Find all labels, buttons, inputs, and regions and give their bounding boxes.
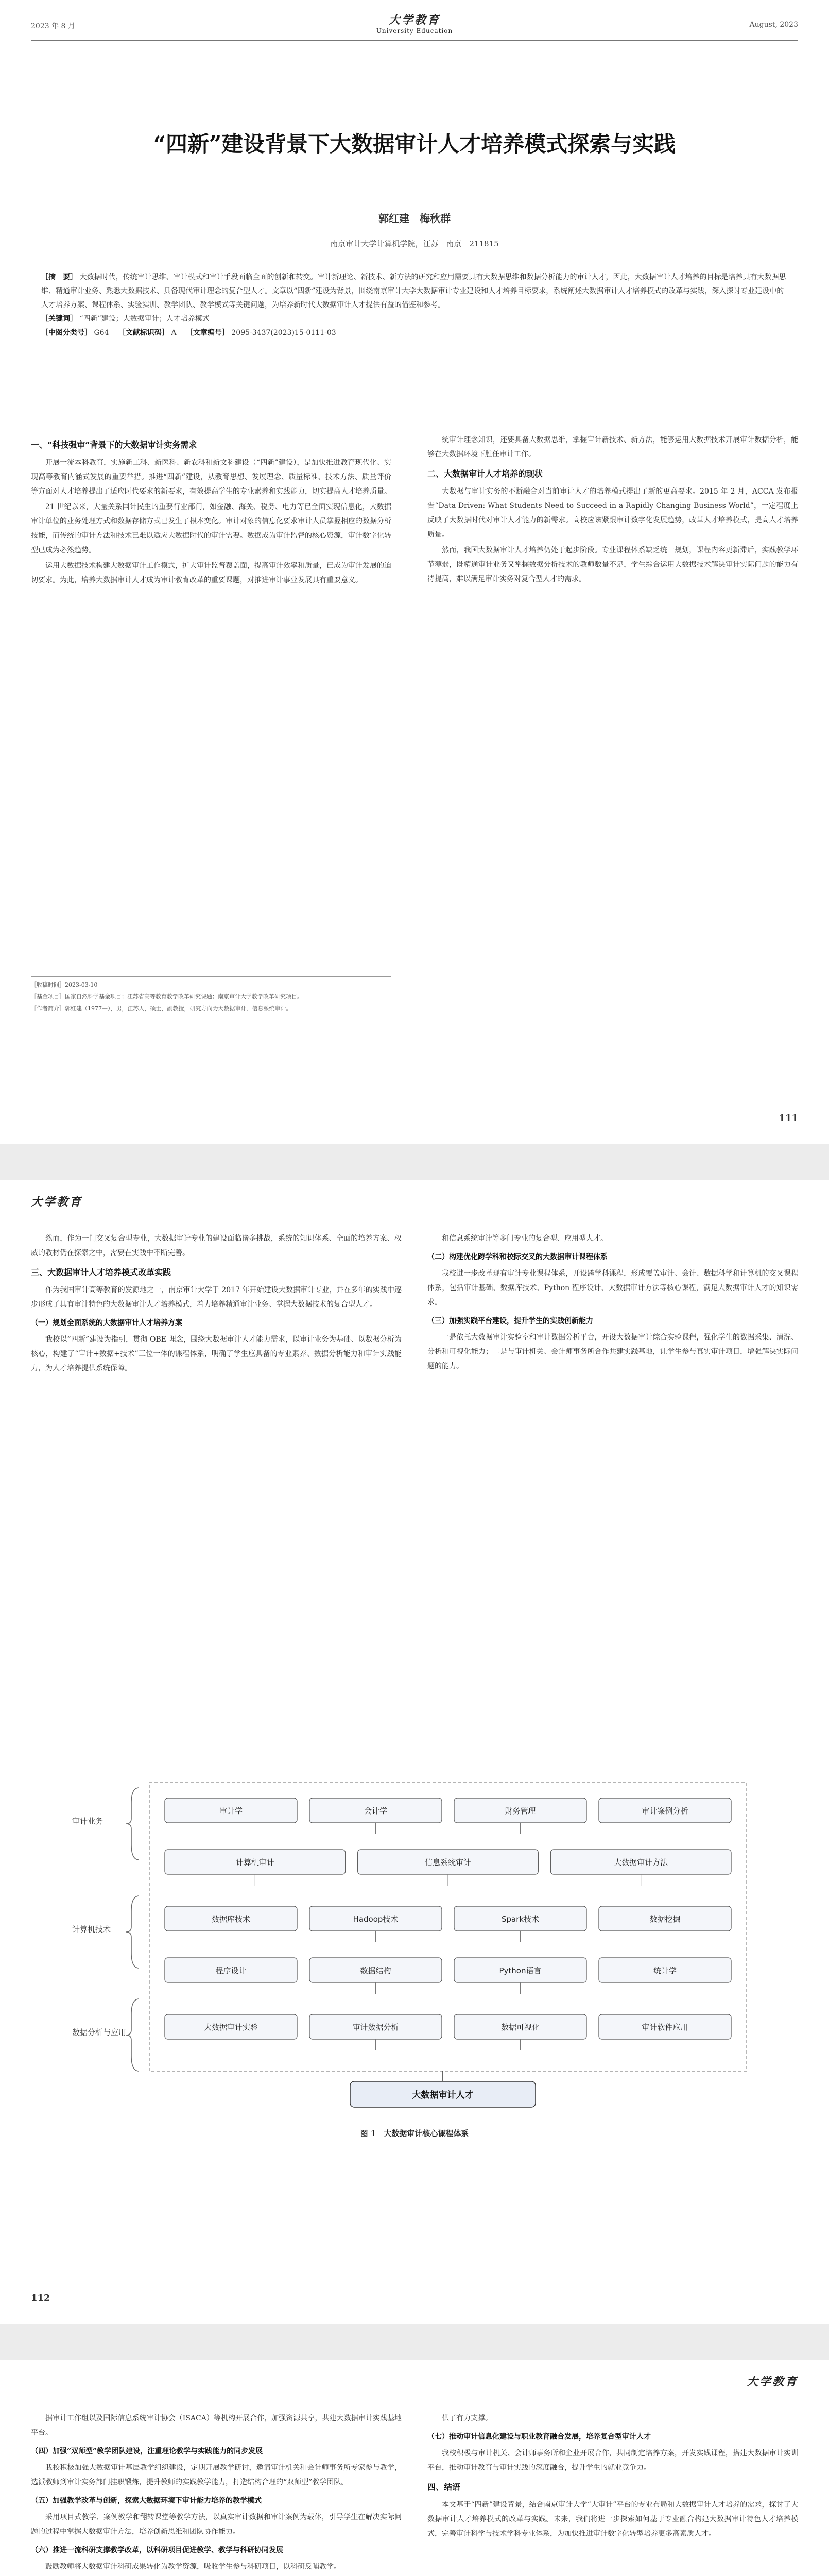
journal-logo (360, 11, 469, 35)
figure-course-label: Python语言 (499, 1966, 542, 1975)
section-heading: 三、大数据审计人才培养模式改革实践 (31, 1267, 171, 1277)
section-heading: 四、结语 (427, 2482, 461, 2492)
page1-column-right (427, 433, 798, 587)
page1-column-left (31, 433, 391, 588)
body-paragraph: 一是依托大数据审计实验室和审计数据分析平台，开设大数据审计综合实验课程，强化学生的数据采集、清洗、分析和可视化能力；二是与审计机关、会计师事务所合作共建实践基地，让学生参与真实审计项目，增强解决实际问题的能力。 (427, 1333, 798, 1370)
page-number: 112 (31, 2293, 50, 2303)
course-system-figure (62, 1777, 767, 2117)
page-gap (0, 2324, 829, 2360)
figure-brace (126, 1788, 139, 1860)
body-paragraph: 我校以“四新”建设为指引，贯彻 OBE 理念，围绕大数据审计人才能力需求，以审计业务为基础、以数据分析为核心，构建了“审计+数据+技术”三位一体的课程体系，明确了学生应具备的专业素养、数据分析能力和审计实践能力，为人才培养提供系统保障。 (31, 1335, 402, 1372)
body-paragraph: 本文基于“四新”建设背景，结合南京审计大学“大审计”平台的专业布局和大数据审计人才培养的需求，探讨了大数据审计人才培养模式的改革与实践。未来，我们将进一步探索如何基于专业融合构建大数据审计特色人才培养模式，完善审计科学与技术学科专业体系，为加快推进审计数字化转型培养更多高素质人才。 (427, 2501, 798, 2538)
artno-value: 2095-3437(2023)15-0111-03 (231, 329, 336, 337)
section-heading: 二、大数据审计人才培养的现状 (427, 469, 543, 479)
body-paragraph: 和信息系统审计等多门专业的复合型、应用型人才。 (442, 1234, 608, 1243)
footnote: ［收稿时间］2023-03-10 (31, 981, 98, 988)
figure-course-label: 数据挖掘 (649, 1914, 681, 1924)
figure-course-label: Hadoop技术 (353, 1914, 399, 1924)
page3-column-right (427, 2411, 798, 2542)
figure-group-label: 数据分析与应用 (72, 2028, 127, 2037)
body-paragraph: 统审计理念知识，还要具备大数据思维，掌握审计新技术、新方法，能够运用大数据技术开展审计数据分析，能够在大数据环境下胜任审计工作。 (427, 436, 798, 459)
classification-line (41, 326, 788, 340)
subsection-heading: （七）推动审计信息化建设与职业教育融合发展，培养复合型审计人才 (427, 2433, 651, 2441)
figure-brace (126, 1999, 139, 2071)
doccode-label: ［文献标识码］ (118, 329, 169, 337)
figure-course-label: 数据结构 (360, 1966, 391, 1975)
body-paragraph: 据审计工作组以及国际信息系统审计协会（ISACA）等机构开展合作，加强资源共享，共建大数据审计实践基地平台。 (31, 2414, 402, 2437)
body-paragraph: 开展一流本科教育，实施新工科、新医科、新农科和新文科建设（“四新”建设），是加快推进教育现代化、实现高等教育内涵式发展的重要举措。推进“四新”建设，从教育思想、发展理念、质量标准、技术方法、质量评价等方面对人才培养提出了适应时代要求的新要求，有效提高学生的专业素养和实践能力，切实提高人才培养质量。 (31, 459, 391, 496)
figure-group-label: 计算机技术 (72, 1925, 111, 1934)
figure-course-label: 审计软件应用 (642, 2023, 688, 2032)
header-date: 2023 年 8 月 (31, 22, 75, 30)
body-paragraph: 作为我国审计高等教育的发源地之一，南京审计大学于 2017 年开始建设大数据审计专业，并在多年的实践中逐步形成了具有审计特色的大数据审计人才培养模式，着力培养精通审计业务、掌握大数据技术的复合型人才。 (31, 1286, 402, 1309)
body-paragraph: 采用项目式教学、案例教学和翻转课堂等教学方法，以真实审计数据和审计案例为载体，引导学生在解决实际问题的过程中掌握大数据审计方法，培养创新思维和团队协作能力。 (31, 2513, 402, 2536)
footnote: ［作者简介］郭红建（1977—），男，江苏人，硕士，副教授，研究方向为大数据审计、信息系统审计。 (31, 1005, 292, 1012)
figure-course-label: 大数据审计方法 (614, 1858, 668, 1867)
journal-name-cn: 大学教育 (31, 1195, 83, 1209)
page-gap (0, 1144, 829, 1180)
page2-column-right (427, 1231, 798, 1375)
body-paragraph: 然而，我国大数据审计人才培养仍处于起步阶段。专业课程体系缺乏统一规划，课程内容更新滞后，实践教学环节薄弱，既精通审计业务又掌握数据分析技术的教师数量不足，学生综合运用大数据技术解决审计实际问题的能力有待提高，难以满足审计实务对复合型人才的需求。 (427, 546, 798, 583)
doccode-value: A (171, 329, 177, 337)
journal-logo (31, 1193, 82, 1209)
body-paragraph: 运用大数据技术构建大数据审计工作模式，扩大审计监督覆盖面，提高审计效率和质量，已成为审计发展的迫切要求。为此，培养大数据审计人才成为审计教育改革的重要课题，对推进审计事业发展具有重要意义。 (31, 562, 391, 584)
figure-course-label: 程序设计 (215, 1966, 247, 1975)
abstract-block (41, 270, 788, 340)
abstract (41, 270, 788, 312)
page-2 (0, 1180, 829, 2324)
body-paragraph: 大数据与审计实务的不断融合对当前审计人才的培养模式提出了新的更高要求。2015 年 2 月，ACCA 发布报告“Data Driven: What Students Need to Succeed in a Rapidly Changing Business World”，一定程度上反映了大数据时代对审计人才能力的新需求。高校应该紧跟审计数字化发展趋势，改革人才培养模式，提高人才培养质量。 (427, 487, 798, 539)
section-heading: 一、“科技强审”背景下的大数据审计实务需求 (31, 440, 197, 450)
keywords (41, 312, 788, 326)
cls-label: ［中图分类号］ (41, 329, 92, 337)
figure-course-label: 审计数据分析 (352, 2023, 399, 2032)
page-1 (0, 0, 829, 1144)
body-paragraph: 鼓励教师将大数据审计科研成果转化为教学资源，吸收学生参与科研项目，以科研反哺教学。 (45, 2563, 341, 2571)
journal-name-en: University Education (376, 27, 453, 35)
figure-course-label: Spark技术 (501, 1914, 540, 1924)
body-paragraph: 我校积极与审计机关、会计师事务所和企业开展合作，共同制定培养方案，开发实践课程，搭建大数据审计实训平台，推动审计教育与审计实践的深度融合，提升学生的就业竞争力。 (427, 2449, 798, 2472)
page3-column-left (31, 2411, 402, 2575)
subsection-heading: （四）加强“双师型”教学团队建设，注重理论教学与实践能力的同步发展 (31, 2447, 263, 2455)
figure-course-label: 财务管理 (505, 1806, 536, 1816)
body-paragraph: 然而，作为一门交叉复合型专业，大数据审计专业的建设面临诸多挑战，系统的知识体系、全面的培养方案、权威的教材仍在探索之中，需要在实践中不断完善。 (31, 1234, 402, 1257)
subsection-heading: （五）加强教学改革与创新，探索大数据环境下审计能力培养的教学模式 (31, 2497, 262, 2505)
subsection-heading: （一）规划全面系统的大数据审计人才培养方案 (31, 1319, 182, 1327)
figure-course-label: 统计学 (653, 1966, 677, 1975)
subsection-heading: （三）加强实践平台建设，提升学生的实践创新能力 (427, 1317, 593, 1325)
abstract-label: ［摘 要］ (41, 273, 77, 281)
keywords-label: ［关键词］ (41, 315, 77, 323)
figure-target-label: 大数据审计人才 (412, 2090, 474, 2100)
page2-column-left (31, 1231, 402, 1377)
page-3 (0, 2360, 829, 2576)
body-paragraph: 21 世纪以来，大量关系国计民生的重要行业部门，如金融、海关、税务、电力等已全面实现信息化，大数据审计单位的业务处理方式和数据存储方式已发生了根本变化。审计对象的信息化要求审计人员掌握相应的数据分析技能，而传统的审计方法和技术已难以适应大数据时代的审计需要。数据成为审计监督的核心资源，审计数字化转型已成为必然趋势。 (31, 503, 391, 554)
subsection-heading: （二）构建优化跨学科和校际交叉的大数据审计课程体系 (427, 1253, 608, 1261)
footnote: ［基金项目］国家自然科学基金项目；江苏省高等教育教学改革研究课题；南京审计大学教学改革研究项目。 (31, 993, 303, 1000)
page-number: 111 (779, 1113, 798, 1124)
figure-course-label: 审计案例分析 (642, 1806, 688, 1816)
cls-value: G64 (94, 329, 109, 337)
figure-group-label: 审计业务 (72, 1817, 103, 1826)
header-date-en: August, 2023 (749, 21, 798, 29)
figure-brace (126, 1896, 139, 1968)
article-authors: 郭红建 梅秋群 (378, 212, 451, 225)
body-paragraph: 我校积极加强大数据审计基层教学组织建设，定期开展教学研讨，邀请审计机关和会计师事务所专家参与教学，选派教师到审计实务部门挂职锻炼，提升教师的实践教学能力，打造结构合理的“双师型”教学团队。 (31, 2464, 402, 2486)
figure-course-label: 审计学 (219, 1806, 243, 1816)
abstract-text: 大数据时代，传统审计思维、审计模式和审计手段面临全面的创新和转变。审计新理论、新技术、新方法的研究和应用需要具有大数据思维和数据分析能力的审计人才，因此，大数据审计人才培养的目标是培养具有大数据思维、精通审计业务、熟悉大数据技术、具备现代审计理念的复合型人才。文章以“四新”建设为背景，围绕南京审计大学大数据审计专业建设和人才培养目标要求，系统阐述大数据审计人才培养模式的改革与实践，深入探讨专业建设中的人才培养方案、课程体系、实验实训、教学团队、教学模式等关键问题，为培养新时代大数据审计人才提供有益的借鉴和参考。 (41, 273, 786, 309)
subsection-heading: （六）推进一流科研支撑教学改革，以科研项目促进教学、教学与科研协同发展 (31, 2546, 283, 2554)
figure-caption: 图 1 大数据审计核心课程体系 (360, 2129, 469, 2138)
figure-course-label: 数据可视化 (500, 2023, 540, 2032)
keywords-text: “四新”建设；大数据审计；人才培养模式 (79, 315, 210, 323)
article-title: “四新”建设背景下大数据审计人才培养模式探索与实践 (153, 131, 676, 157)
figure-course-label: 会计学 (364, 1806, 388, 1816)
body-paragraph: 供了有力支撑。 (442, 2414, 492, 2422)
figure-course-label: 信息系统审计 (424, 1858, 472, 1867)
body-paragraph: 我校进一步改革现有审计专业课程体系，开设跨学科课程，形成覆盖审计、会计、数据科学和计算机的交叉课程体系，包括审计基础、数据库技术、Python 程序设计、大数据审计方法等核心课程，满足大数据审计人才的知识需求。 (427, 1269, 798, 1307)
journal-name-cn: 大学教育 (746, 2375, 798, 2388)
artno-label: ［文章编号］ (185, 329, 229, 337)
journal-logo (747, 2373, 798, 2389)
journal-name-cn: 大学教育 (388, 13, 440, 27)
header-rule (31, 40, 798, 41)
figure-course-label: 数据库技术 (211, 1914, 251, 1924)
figure-course-label: 计算机审计 (235, 1858, 274, 1867)
footnotes (31, 976, 391, 1015)
figure-course-label: 大数据审计实验 (203, 2023, 258, 2032)
article-affiliation: 南京审计大学计算机学院，江苏 南京 211815 (330, 239, 499, 248)
